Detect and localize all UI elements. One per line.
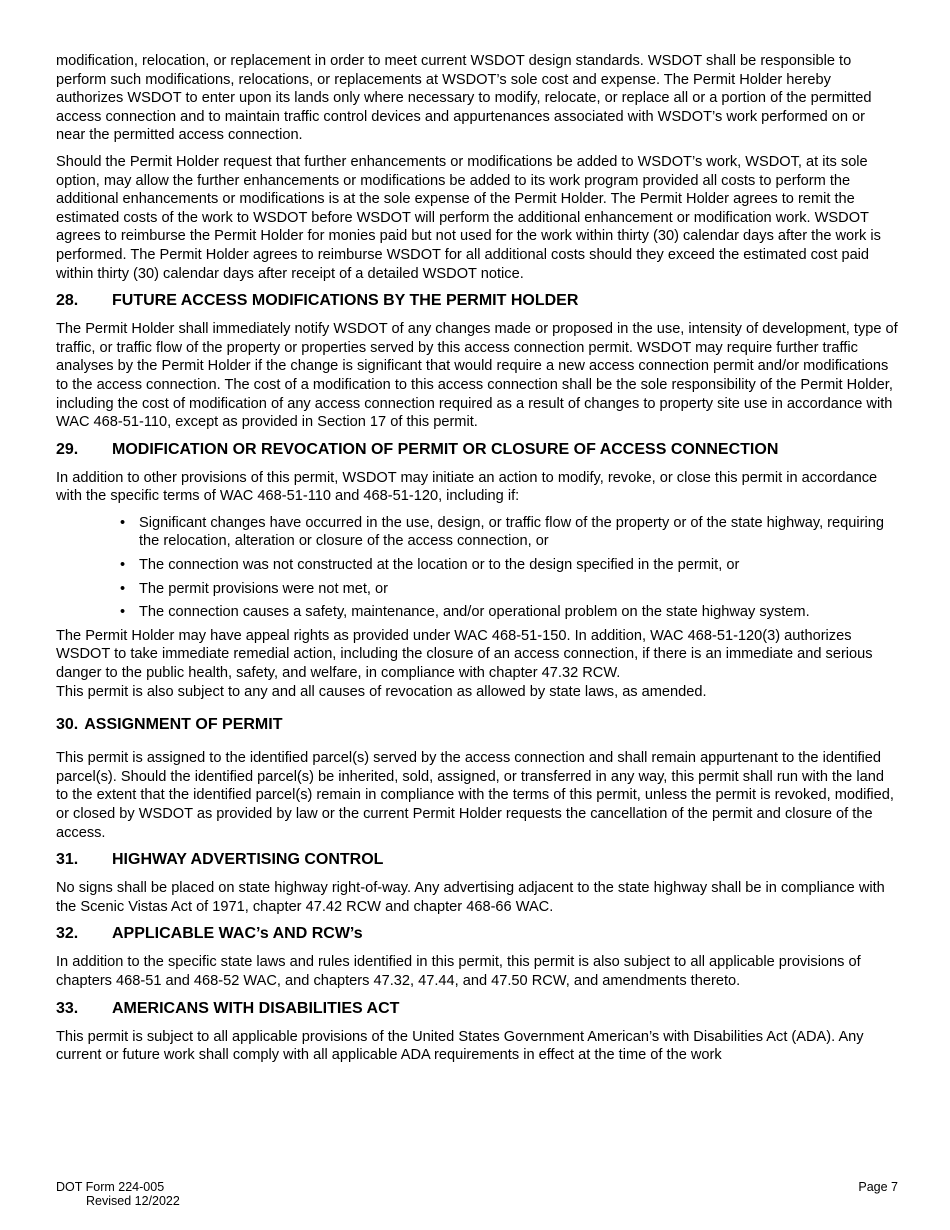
section-28-heading [56,291,898,311]
section-31-heading [56,850,898,870]
section-title: ASSIGNMENT OF PERMIT [84,716,283,734]
page-number: Page 7 [858,1180,898,1194]
bullet-icon: • [120,557,126,574]
list-item-text: The permit provisions were not met, or [139,580,388,597]
list-item [120,603,898,622]
document-page [56,52,898,1073]
list-item [120,514,898,551]
section-number: 29. [56,440,79,458]
section-title: FUTURE ACCESS MODIFICATIONS BY THE PERMIT HOLDER [112,292,579,310]
section-29-appeal-text: The Permit Holder may have appeal rights as provided under WAC 468-51-150. In addition, WAC 468-51-120(3) authorizes WSDOT to take immediate remedial action, including the closure of an access connection, if there is an immediate and serious danger to the public health, safety, and welfare, in compliance with chapter 47.32 RCW. [56,627,873,682]
section-number: 30. [56,716,79,734]
list-item [120,580,898,599]
list-item [120,556,898,575]
section-title: MODIFICATION OR REVOCATION OF PERMIT OR CLOSURE OF ACCESS CONNECTION [112,440,779,458]
section-30-body: This permit is assigned to the identified parcel(s) served by the access connection and shall remain appurtenant to the identified parcel(s). Should the identified parcel(s) be inherited, sold, assigned, or transferred in any way, this permit shall run with the land to the extent that the identified parcel(s) remain in compliance with the terms of this permit, unless the permit is revoked, modified, or closed by WSDOT as provided by law or the current Permit Holder requests the cancellation of the permit and closure of the access. [56,750,894,841]
section-title: HIGHWAY ADVERTISING CONTROL [112,851,384,869]
bullet-icon: • [120,580,126,597]
list-item-text: Significant changes have occurred in the use, design, or traffic flow of the property or of the state highway, requiring the relocation, alteration or closure of the access connection, or [139,514,884,550]
section-number: 28. [56,292,79,310]
section-33-body: This permit is subject to all applicable provisions of the United States Government American’s with Disabilities Act (ADA). Any current or future work shall comply with all applicable ADA requirements in effect at the time of the work [56,1028,864,1064]
section-31-body: No signs shall be placed on state highway right-of-way. Any advertising adjacent to the state highway shall be in compliance with the Scenic Vistas Act of 1971, chapter 47.42 RCW and chapter 468-66 WAC. [56,880,885,915]
bullet-icon: • [120,514,126,531]
list-item-text: The connection was not constructed at the location or to the design specified in the permit, or [139,557,740,574]
section-33-heading [56,999,898,1019]
section-title: AMERICANS WITH DISABILITIES ACT [112,999,400,1017]
section-29-bullet-list [56,514,898,622]
section-28-body: The Permit Holder shall immediately notify WSDOT of any changes made or proposed in the use, intensity of development, type of traffic, or traffic flow of the property or properties served by this access connection permit. WSDOT may require further traffic analyses by the Permit Holder if the change is significant that would require a new access connection permit and/or modifications to the access connection. The cost of a modification to this access connection shall be the sole responsibility of the Permit Holder, including the cost of modification of any access connection required as a result of changes to property site use in accordance with WAC 468-51-110, except as provided in Section 17 of this permit. [56,321,898,431]
bullet-icon: • [120,604,126,621]
intro-paragraph-2: Should the Permit Holder request that further enhancements or modifications be added to WSDOT’s work, WSDOT, at its sole option, may allow the further enhancements or modifications be added to its work program provided all costs to perform the additional enhancements or modifications is at the sole expense of the Permit Holder. The Permit Holder agrees to remit the estimated costs of the work to WSDOT before WSDOT will perform the additional enhancement or modification work. WSDOT agrees to reimburse the Permit Holder for monies paid but not used for the work within thirty (30) calendar days after the work is performed. The Permit Holder agrees to reimburse WSDOT for all additional costs should they exceed the estimated cost paid within thirty (30) calendar days after receipt of a detailed WSDOT notice. [56,153,881,282]
section-title: APPLICABLE WAC’s AND RCW’s [112,925,363,943]
form-info [56,1180,180,1208]
section-29-heading [56,440,898,460]
section-number: 33. [56,999,79,1017]
section-32-body: In addition to the specific state laws and rules identified in this permit, this permit is also subject to all applicable provisions of chapters 468-51 and 468-52 WAC, and chapters 47.32, 47.44, and 47.50 RCW, and amendments thereto. [56,954,861,989]
section-29-intro: In addition to other provisions of this permit, WSDOT may initiate an action to modify, revoke, or close this permit in accordance with the specific terms of WAC 468-51-110 and 468-51-120, including if: [56,469,878,505]
revision-date: Revised 12/2022 [86,1194,180,1208]
section-number: 31. [56,851,79,869]
section-30-heading [56,715,898,735]
intro-paragraph-1: modification, relocation, or replacement in order to meet current WSDOT design standards. WSDOT shall be responsible to perform such modifications, relocations, or replacements at WSDOT’s sole cost and expense. The Permit Holder hereby authorizes WSDOT to enter upon its lands only where necessary to modify, relocate, or replace all or a portion of the permitted access connection and to maintain traffic control devices and appurtenances associated with WSDOT’s work performed on or near the permitted access connection. [56,53,872,144]
section-number: 32. [56,925,79,943]
section-32-heading [56,924,898,944]
section-29-revocation-text: This permit is also subject to any and all causes of revocation as allowed by state laws, as amended. [56,683,707,700]
list-item-text: The connection causes a safety, maintenance, and/or operational problem on the state highway system. [139,604,810,621]
form-number: DOT Form 224-005 [56,1180,165,1194]
